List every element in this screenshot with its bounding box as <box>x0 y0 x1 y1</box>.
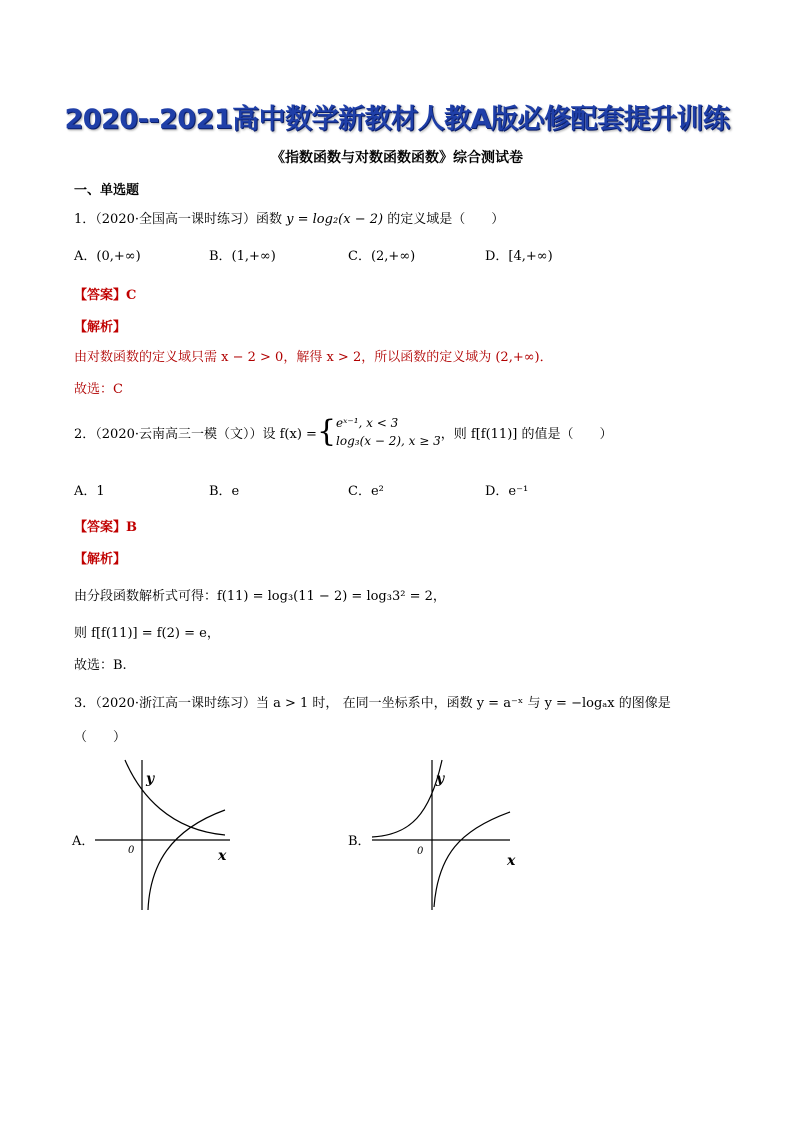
piecewise-brace: { <box>316 414 337 449</box>
q1-conclusion: 故选：C <box>74 382 123 397</box>
q2-case-2: log₃(x − 2), x ≥ 3 <box>336 434 441 448</box>
figure-a-graph <box>90 755 250 915</box>
fig-b-x-label: x <box>507 853 516 869</box>
q2-analysis-1: 由分段函数解析式可得：f(11) = log₃(11 − 2) = log₃3² = 2， <box>74 589 446 604</box>
page-title: 2020--2021高中数学新教材人教A版必修配套提升训练 <box>64 104 730 135</box>
question-3-stem: 3．（2020·浙江高一课时练习）当 a > 1 时， 在同一坐标系中，函数 y = a⁻ˣ 与 y = −logₐx 的图像是 <box>74 696 671 711</box>
q2-stem-post: ，则 f[f(11)] 的值是（ ） <box>440 426 613 442</box>
q2-option-b: B．e <box>209 484 240 499</box>
q2-option-d: D．e⁻¹ <box>485 484 529 499</box>
question-1-stem <box>74 208 504 227</box>
q2-option-a: A．1 <box>74 484 105 499</box>
q2-stem-pre: 2．（2020·云南高三一模（文））设 f(x) = <box>74 426 317 442</box>
fig-b-log-curve <box>434 812 510 907</box>
q2-analysis-2: 则 f[f(11)] = f(2) = e， <box>74 626 220 641</box>
fig-b-label: B． <box>348 834 371 849</box>
q2-case-1: eˣ⁻¹, x < 3 <box>336 416 399 430</box>
figure-b-graph <box>370 755 530 915</box>
question-2-stem <box>74 414 612 450</box>
q2-answer: 【答案】B <box>74 520 137 535</box>
q1-answer: 【答案】C <box>74 288 137 303</box>
section-heading: 一、单选题 <box>74 183 140 198</box>
q1-analysis: 由对数函数的定义域只需 x − 2 > 0，解得 x > 2，所以函数的定义域为 (2,+∞)． <box>74 350 553 365</box>
q2-conclusion: 故选：B. <box>74 658 127 673</box>
q1-stem-post: 的定义域是（ ） <box>387 212 505 227</box>
q1-stem-pre: 1．（2020·全国高一课时练习）函数 <box>74 212 282 227</box>
q1-analysis-label: 【解析】 <box>74 320 127 335</box>
fig-b-y-label: y <box>436 771 445 787</box>
q2-option-c: C．e² <box>348 484 384 499</box>
page-subtitle: 《指数函数与对数函数函数》综合测试卷 <box>271 150 523 166</box>
q1-option-c: C．(2,+∞) <box>348 249 416 264</box>
q1-option-b: B．(1,+∞) <box>209 249 276 264</box>
fig-a-x-label: x <box>218 848 227 864</box>
q2-piecewise <box>336 414 441 450</box>
fig-a-y-label: y <box>146 771 155 787</box>
fig-a-exp-curve <box>125 760 225 835</box>
q1-option-d: D．[4,+∞) <box>485 249 553 264</box>
q1-option-a: A．(0,+∞) <box>74 249 141 264</box>
fig-a-label: A． <box>72 834 95 849</box>
question-3-stem-paren: （ ） <box>74 730 127 745</box>
fig-b-origin-label: 0 <box>417 846 424 857</box>
q2-analysis-label: 【解析】 <box>74 552 127 567</box>
q1-stem-math: y = log₂(x − 2) <box>286 212 384 227</box>
fig-a-origin-label: 0 <box>128 845 135 856</box>
